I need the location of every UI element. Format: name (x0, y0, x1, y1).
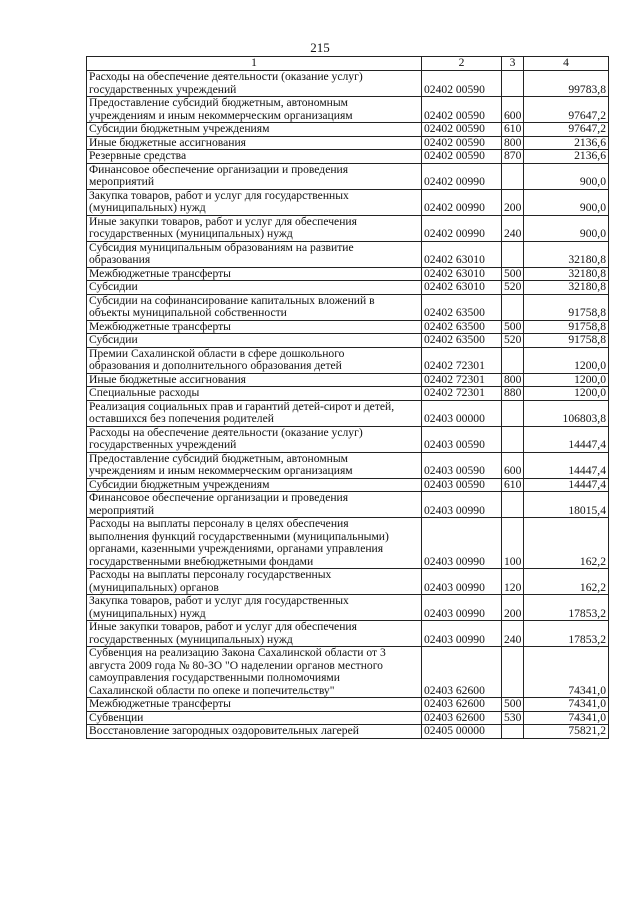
row-expense-type (502, 492, 524, 518)
row-name: Предоставление субсидий бюджетным, автономным учреждениям и иным некоммерческим организациям (87, 97, 422, 123)
row-amount: 17853,2 (524, 621, 609, 647)
row-code: 02402 63500 (422, 294, 502, 320)
row-expense-type: 600 (502, 97, 524, 123)
row-name: Резервные средства (87, 150, 422, 164)
table-row (87, 698, 609, 712)
row-expense-type (502, 647, 524, 698)
row-name: Специальные расходы (87, 387, 422, 401)
row-amount: 14447,4 (524, 452, 609, 478)
row-amount: 74341,0 (524, 647, 609, 698)
table-row (87, 123, 609, 137)
row-expense-type: 610 (502, 478, 524, 492)
row-name: Иные закупки товаров, работ и услуг для обеспечения государственных (муниципальных) нужд (87, 621, 422, 647)
table-row (87, 387, 609, 401)
table-body (87, 71, 609, 739)
row-code: 02402 00990 (422, 215, 502, 241)
row-amount: 97647,2 (524, 123, 609, 137)
row-name: Межбюджетные трансферты (87, 320, 422, 334)
row-code: 02403 00590 (422, 478, 502, 492)
header-col-2: 2 (422, 57, 502, 71)
table-row (87, 334, 609, 348)
row-expense-type: 530 (502, 711, 524, 725)
row-amount: 2136,6 (524, 136, 609, 150)
row-name: Иные закупки товаров, работ и услуг для обеспечения государственных (муниципальных) нужд (87, 215, 422, 241)
row-name: Закупка товаров, работ и услуг для государственных (муниципальных) нужд (87, 595, 422, 621)
row-name: Межбюджетные трансферты (87, 267, 422, 281)
row-name: Расходы на выплаты персоналу в целях обеспечения выполнения функций государственными (муниципальными) органами, казенными учреждениями, органами управления государственными внебюджетными фондами (87, 518, 422, 569)
row-expense-type (502, 163, 524, 189)
row-name: Субсидия муниципальным образованиям на развитие образования (87, 241, 422, 267)
row-amount: 17853,2 (524, 595, 609, 621)
row-amount: 106803,8 (524, 400, 609, 426)
row-name: Предоставление субсидий бюджетным, автономным учреждениям и иным некоммерческим организациям (87, 452, 422, 478)
row-name: Межбюджетные трансферты (87, 698, 422, 712)
table-row (87, 281, 609, 295)
table-row (87, 241, 609, 267)
row-amount: 91758,8 (524, 294, 609, 320)
table-header-row (87, 57, 609, 71)
row-amount: 1200,0 (524, 387, 609, 401)
row-name: Иные бюджетные ассигнования (87, 136, 422, 150)
row-amount: 99783,8 (524, 71, 609, 97)
row-name: Субсидии (87, 334, 422, 348)
table-row (87, 518, 609, 569)
table-row (87, 647, 609, 698)
row-amount: 32180,8 (524, 281, 609, 295)
row-amount: 32180,8 (524, 241, 609, 267)
row-expense-type: 500 (502, 320, 524, 334)
row-code: 02403 00000 (422, 400, 502, 426)
row-expense-type (502, 426, 524, 452)
table-row (87, 400, 609, 426)
table-row (87, 373, 609, 387)
row-name: Восстановление загородных оздоровительных лагерей (87, 725, 422, 739)
table-row (87, 150, 609, 164)
row-code: 02403 62600 (422, 711, 502, 725)
row-code: 02403 00990 (422, 621, 502, 647)
row-amount: 91758,8 (524, 320, 609, 334)
header-col-4: 4 (524, 57, 609, 71)
row-expense-type: 880 (502, 387, 524, 401)
row-code: 02402 00590 (422, 123, 502, 137)
row-amount: 75821,2 (524, 725, 609, 739)
row-expense-type (502, 241, 524, 267)
row-expense-type: 240 (502, 621, 524, 647)
table-row (87, 478, 609, 492)
row-expense-type (502, 71, 524, 97)
row-amount: 97647,2 (524, 97, 609, 123)
row-name: Субсидии (87, 281, 422, 295)
row-expense-type: 800 (502, 136, 524, 150)
row-name: Субвенция на реализацию Закона Сахалинской области от 3 августа 2009 года № 80-ЗО "О наделении органов местного самоуправления государственными полномочиями Сахалинской области по опеке и попечительству" (87, 647, 422, 698)
row-amount: 162,2 (524, 518, 609, 569)
table-row (87, 426, 609, 452)
row-expense-type: 800 (502, 373, 524, 387)
row-amount: 2136,6 (524, 150, 609, 164)
row-code: 02402 00590 (422, 97, 502, 123)
row-expense-type: 200 (502, 189, 524, 215)
row-expense-type: 610 (502, 123, 524, 137)
header-col-1: 1 (87, 57, 422, 71)
row-name: Субсидии бюджетным учреждениям (87, 478, 422, 492)
table-row (87, 189, 609, 215)
row-amount: 1200,0 (524, 373, 609, 387)
row-expense-type: 500 (502, 698, 524, 712)
table-row (87, 294, 609, 320)
table-row (87, 347, 609, 373)
row-code: 02405 00000 (422, 725, 502, 739)
row-name: Расходы на обеспечение деятельности (оказание услуг) государственных учреждений (87, 71, 422, 97)
row-code: 02403 00590 (422, 452, 502, 478)
row-expense-type: 100 (502, 518, 524, 569)
row-amount: 14447,4 (524, 426, 609, 452)
row-code: 02402 72301 (422, 387, 502, 401)
table-row (87, 136, 609, 150)
row-name: Финансовое обеспечение организации и проведения мероприятий (87, 163, 422, 189)
row-name: Закупка товаров, работ и услуг для государственных (муниципальных) нужд (87, 189, 422, 215)
row-expense-type: 870 (502, 150, 524, 164)
row-name: Расходы на обеспечение деятельности (оказание услуг) государственных учреждений (87, 426, 422, 452)
row-code: 02403 62600 (422, 698, 502, 712)
row-name: Расходы на выплаты персоналу государственных (муниципальных) органов (87, 569, 422, 595)
table-row (87, 595, 609, 621)
row-expense-type: 120 (502, 569, 524, 595)
row-code: 02403 00990 (422, 518, 502, 569)
row-amount: 32180,8 (524, 267, 609, 281)
row-name: Премии Сахалинской области в сфере дошкольного образования и дополнительного образования детей (87, 347, 422, 373)
table-row (87, 267, 609, 281)
table-row (87, 320, 609, 334)
row-name: Субвенции (87, 711, 422, 725)
row-expense-type (502, 294, 524, 320)
row-code: 02403 00990 (422, 492, 502, 518)
row-code: 02403 00990 (422, 569, 502, 595)
budget-table (86, 56, 609, 739)
row-code: 02402 63010 (422, 267, 502, 281)
table-row (87, 711, 609, 725)
row-amount: 74341,0 (524, 698, 609, 712)
table-row (87, 215, 609, 241)
row-expense-type (502, 725, 524, 739)
table-row (87, 569, 609, 595)
row-amount: 162,2 (524, 569, 609, 595)
table-row (87, 163, 609, 189)
row-code: 02402 72301 (422, 373, 502, 387)
table-row (87, 492, 609, 518)
page-number: 215 (310, 40, 330, 55)
row-code: 02402 63010 (422, 281, 502, 295)
row-code: 02402 63500 (422, 320, 502, 334)
table-row (87, 725, 609, 739)
row-code: 02403 62600 (422, 647, 502, 698)
row-code: 02402 00990 (422, 163, 502, 189)
row-amount: 1200,0 (524, 347, 609, 373)
table-row (87, 97, 609, 123)
row-amount: 74341,0 (524, 711, 609, 725)
table-row (87, 71, 609, 97)
row-code: 02402 63010 (422, 241, 502, 267)
row-amount: 91758,8 (524, 334, 609, 348)
row-code: 02402 00590 (422, 136, 502, 150)
row-amount: 900,0 (524, 163, 609, 189)
table-row (87, 621, 609, 647)
row-expense-type: 520 (502, 281, 524, 295)
row-code: 02402 63500 (422, 334, 502, 348)
row-expense-type: 600 (502, 452, 524, 478)
table-row (87, 452, 609, 478)
row-expense-type (502, 347, 524, 373)
row-expense-type: 240 (502, 215, 524, 241)
row-code: 02402 00590 (422, 150, 502, 164)
row-name: Иные бюджетные ассигнования (87, 373, 422, 387)
row-code: 02402 72301 (422, 347, 502, 373)
row-code: 02402 00990 (422, 189, 502, 215)
row-expense-type: 500 (502, 267, 524, 281)
row-expense-type: 200 (502, 595, 524, 621)
row-amount: 18015,4 (524, 492, 609, 518)
header-col-3: 3 (502, 57, 524, 71)
row-code: 02402 00590 (422, 71, 502, 97)
row-name: Реализация социальных прав и гарантий детей-сирот и детей, оставшихся без попечения родителей (87, 400, 422, 426)
row-name: Финансовое обеспечение организации и проведения мероприятий (87, 492, 422, 518)
row-amount: 900,0 (524, 189, 609, 215)
row-name: Субсидии на софинансирование капитальных вложений в объекты муниципальной собственности (87, 294, 422, 320)
row-code: 02403 00590 (422, 426, 502, 452)
row-name: Субсидии бюджетным учреждениям (87, 123, 422, 137)
row-code: 02403 00990 (422, 595, 502, 621)
row-amount: 900,0 (524, 215, 609, 241)
row-amount: 14447,4 (524, 478, 609, 492)
row-expense-type (502, 400, 524, 426)
row-expense-type: 520 (502, 334, 524, 348)
